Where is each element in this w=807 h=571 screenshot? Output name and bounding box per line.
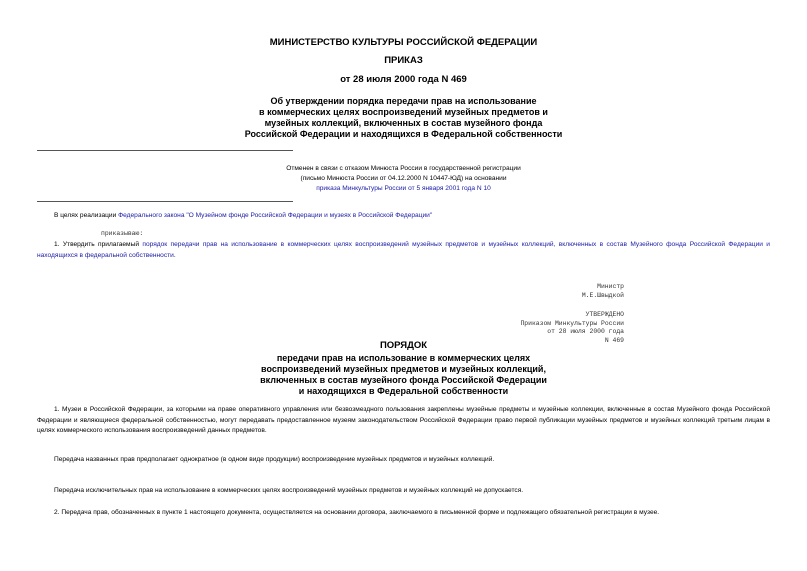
procedure-paragraph: 2. Передача прав, обозначенных в пункте 1 настоящего документа, осуществляется на основании договора, заключаемого в письменной форме и подлежащего обязательной регистрации в музее.	[54, 509, 660, 516]
procedure-subtitle	[0, 353, 807, 397]
approval-line: Приказом Минкультуры России	[520, 319, 624, 327]
preamble-text: В целях реализации	[54, 212, 119, 219]
signer-role: Министр	[597, 283, 624, 290]
document-date-number: от 28 июля 2000 года N 469	[340, 74, 467, 85]
subtitle-line: включенных в состав музейного фонда Российской Федерации	[260, 375, 547, 385]
procedure-title: ПОРЯДОК	[379, 340, 428, 351]
subject-line: в коммерческих целях воспроизведений музейных предметов и	[259, 107, 548, 117]
procedure-paragraph: Передача исключительных прав на использование в коммерческих целях воспроизведений музейных предметов и музейных коллекций не допускается.	[54, 487, 524, 494]
subtitle-line: передачи прав на использование в коммерческих целях	[276, 353, 531, 363]
document-type: ПРИКАЗ	[384, 55, 423, 66]
preamble	[54, 211, 774, 221]
procedure-paragraph: Передача названных прав предполагает однократное (в одном виде продукции) воспроизведение музейных предметов и музейных коллекций.	[54, 456, 495, 463]
signer-name: М.Е.Швыдкой	[581, 291, 624, 299]
notice-line: (письмо Минюста России от 04.12.2000 N 10447-ЮД) на основании	[300, 175, 507, 182]
subtitle-line: и находящихся в Федеральной собственности	[298, 386, 509, 396]
item-text: 1. Утвердить прилагаемый	[54, 241, 143, 248]
subject-line: Российской Федерации и находящихся в Федеральной собственности	[244, 129, 563, 139]
prikazyvayu-label: приказываю:	[101, 230, 144, 237]
document-subject	[0, 96, 807, 140]
approval-line: N 469	[604, 336, 624, 344]
cancellation-order-link[interactable]: приказа Минкультуры России от 5 января 2001 года N 10	[316, 185, 491, 192]
subject-line: музейных коллекций, включенных в состав музейного фонда	[264, 118, 543, 128]
approval-line: от 28 июля 2000 года	[547, 328, 624, 336]
subject-line: Об утверждении порядка передачи прав на использование	[270, 96, 537, 106]
federal-law-link[interactable]: Федерального закона "О Музейном фонде Российской Федерации и музеях в Российской Федерации"	[118, 212, 433, 219]
signature-block	[500, 283, 624, 300]
subtitle-line: воспроизведений музейных предметов и музейных коллекций,	[261, 364, 546, 374]
notice-line: Отменен в связи с отказом Минюста России в государственной регистрации	[286, 165, 521, 172]
cancellation-notice	[0, 164, 807, 194]
approval-line: УТВЕРЖДЕНО	[585, 311, 624, 318]
order-item-1	[37, 240, 770, 261]
procedure-link[interactable]: порядок передачи прав на использование в коммерческих целях воспроизведений музейных предметов и музейных коллекций, включенных в состав Музейного фонда Российской Федерации и находящихся в федеральной собственности	[37, 241, 770, 259]
ministry-title: МИНИСТЕРСТВО КУЛЬТУРЫ РОССИЙСКОЙ ФЕДЕРАЦИИ	[269, 37, 538, 48]
item-text: .	[173, 251, 176, 259]
procedure-paragraph: 1. Музеи в Российской Федерации, за которыми на праве оперативного управления или безвозмездного пользования закреплены музейные предметы и музейные коллекции, включенные в состав Музейного фонда Российской Федерации и являющиеся федеральной собственностью, могут передавать предоставленное музеям законодательством Российской Федерации право первой публикации музейных предметов и музейных коллекций третьим лицам в целях коммерческого использования воспроизведений данных предметов.	[37, 406, 770, 434]
divider	[37, 201, 293, 202]
divider	[37, 150, 293, 151]
